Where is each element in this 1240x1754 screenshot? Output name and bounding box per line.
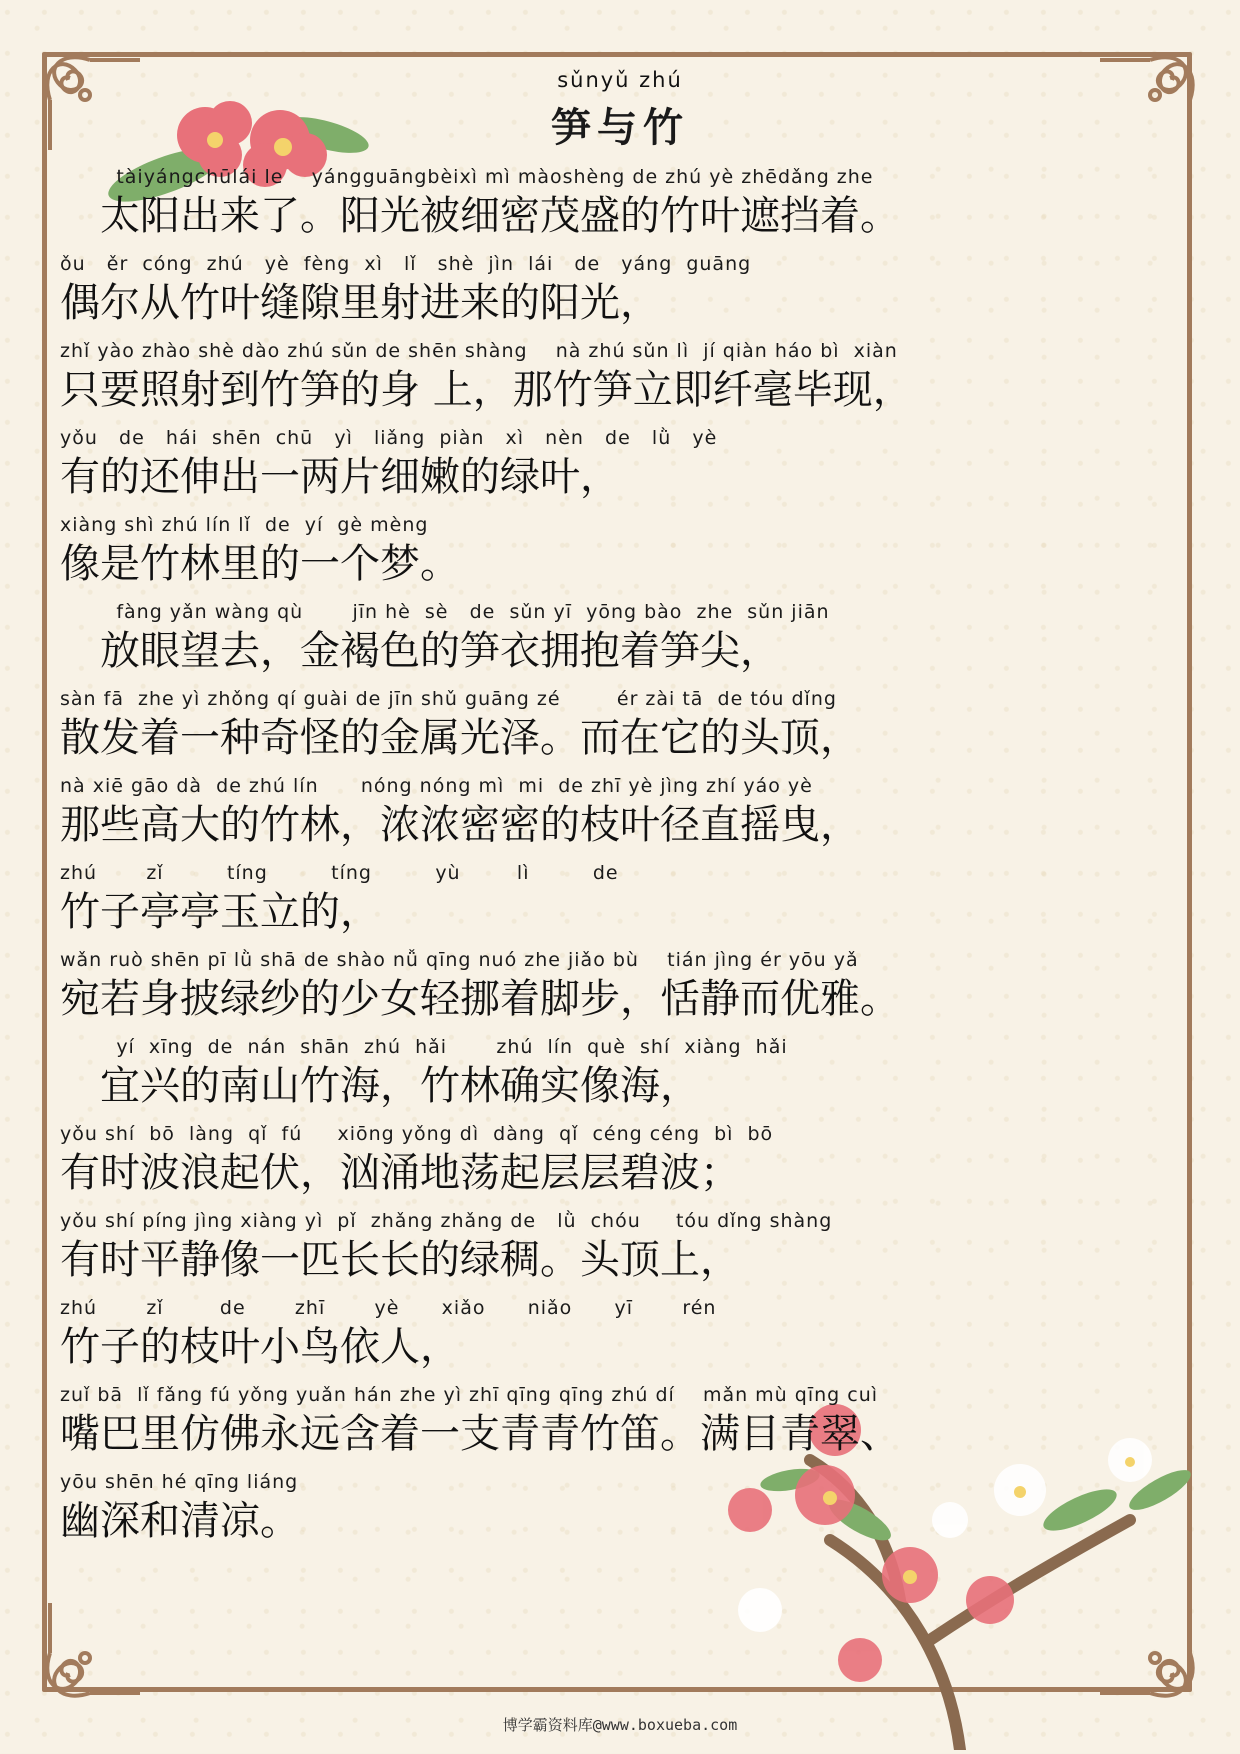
line-pinyin: tàiyángchūlái le yángguāngbèixì mì màoshèng de zhú yè zhēdǎng zhe	[60, 166, 874, 188]
text-line	[60, 1209, 1180, 1287]
line-pinyin: ǒu ěr cóng zhú yè fèng xì lǐ shè jìn lái de yáng guāng	[60, 253, 752, 275]
text-line	[60, 252, 1180, 330]
line-pinyin: zhú zǐ tíng tíng yù lì de	[60, 862, 619, 884]
line-text: 竹子亭亭玉立的，	[60, 889, 380, 935]
line-pinyin: wǎn ruò shēn pī lǜ shā de shào nǚ qīng nuó zhe jiǎo bù tián jìng ér yōu yǎ	[60, 949, 859, 971]
text-line	[60, 1383, 1180, 1461]
line-pinyin: zhú zǐ de zhī yè xiǎo niǎo yī rén	[60, 1297, 717, 1319]
line-pinyin: fàng yǎn wàng qù jīn hè sè de sǔn yī yōng bào zhe sǔn jiān	[60, 601, 830, 623]
line-pinyin: xiàng shì zhú lín lǐ de yí gè mèng	[60, 514, 429, 536]
page-title: 笋与竹	[551, 105, 689, 151]
line-text: 只要照射到竹笋的身 上，那竹笋立即纤毫毕现，	[60, 367, 913, 413]
title-block	[0, 68, 1240, 153]
line-pinyin: yōu shēn hé qīng liáng	[60, 1471, 299, 1493]
title-pinyin: sǔnyǔ zhú	[557, 68, 683, 92]
text-line	[60, 339, 1180, 417]
text-line	[60, 1470, 1180, 1548]
line-pinyin: yǒu de hái shēn chū yì liǎng piàn xì nèn de lǜ yè	[60, 427, 718, 449]
text-line	[60, 1122, 1180, 1200]
line-pinyin: sàn fā zhe yì zhǒng qí guài de jīn shǔ guāng zé ér zài tā de tóu dǐng	[60, 688, 837, 710]
text-line	[60, 600, 1180, 678]
text-line	[60, 1035, 1180, 1113]
text-line	[60, 426, 1180, 504]
line-text: 幽深和清凉。	[60, 1498, 300, 1544]
line-text: 竹子的枝叶小鸟依人，	[60, 1324, 460, 1370]
line-text: 散发着一种奇怪的金属光泽。而在它的头顶，	[60, 715, 860, 761]
text-line	[60, 774, 1180, 852]
line-text: 放眼望去，金褐色的笋衣拥抱着笋尖，	[60, 628, 780, 674]
line-text: 偶尔从竹叶缝隙里射进来的阳光，	[60, 280, 660, 326]
text-line	[60, 687, 1180, 765]
line-pinyin: zhǐ yào zhào shè dào zhú sǔn de shēn shàng nà zhú sǔn lì jí qiàn háo bì xiàn	[60, 340, 898, 362]
line-pinyin: yí xīng de nán shān zhú hǎi zhú lín què shí xiàng hǎi	[60, 1036, 788, 1058]
line-text: 像是竹林里的一个梦。	[60, 541, 460, 587]
line-text: 嘴巴里仿佛永远含着一支青青竹笛。满目青翠、	[60, 1411, 900, 1457]
line-pinyin: yǒu shí píng jìng xiàng yì pǐ zhǎng zhǎng de lǜ chóu tóu dǐng shàng	[60, 1210, 833, 1232]
line-pinyin: zuǐ bā lǐ fǎng fú yǒng yuǎn hán zhe yì zhī qīng qīng zhú dí mǎn mù qīng cuì	[60, 1384, 879, 1406]
line-text: 有时波浪起伏，汹涌地荡起层层碧波；	[60, 1150, 740, 1196]
text-line	[60, 513, 1180, 591]
line-text: 有的还伸出一两片细嫩的绿叶，	[60, 454, 620, 500]
line-text: 有时平静像一匹长长的绿稠。头顶上，	[60, 1237, 740, 1283]
footer-watermark: 博学霸资料库@www.boxueba.com	[502, 1716, 738, 1734]
line-text: 宛若身披绿纱的少女轻挪着脚步，恬静而优雅。	[60, 976, 900, 1022]
line-text: 太阳出来了。阳光被细密茂盛的竹叶遮挡着。	[60, 193, 900, 239]
text-line	[60, 861, 1180, 939]
text-line	[60, 165, 1180, 243]
line-text: 宜兴的南山竹海，竹林确实像海，	[60, 1063, 700, 1109]
text-line	[60, 948, 1180, 1026]
corner-ornament-icon	[30, 1593, 150, 1713]
line-text: 那些高大的竹林，浓浓密密的枝叶径直摇曳，	[60, 802, 860, 848]
line-pinyin: nà xiē gāo dà de zhú lín nóng nóng mì mi de zhī yè jìng zhí yáo yè	[60, 775, 813, 797]
line-pinyin: yǒu shí bō làng qǐ fú xiōng yǒng dì dàng qǐ céng céng bì bō	[60, 1123, 774, 1145]
text-line	[60, 1296, 1180, 1374]
